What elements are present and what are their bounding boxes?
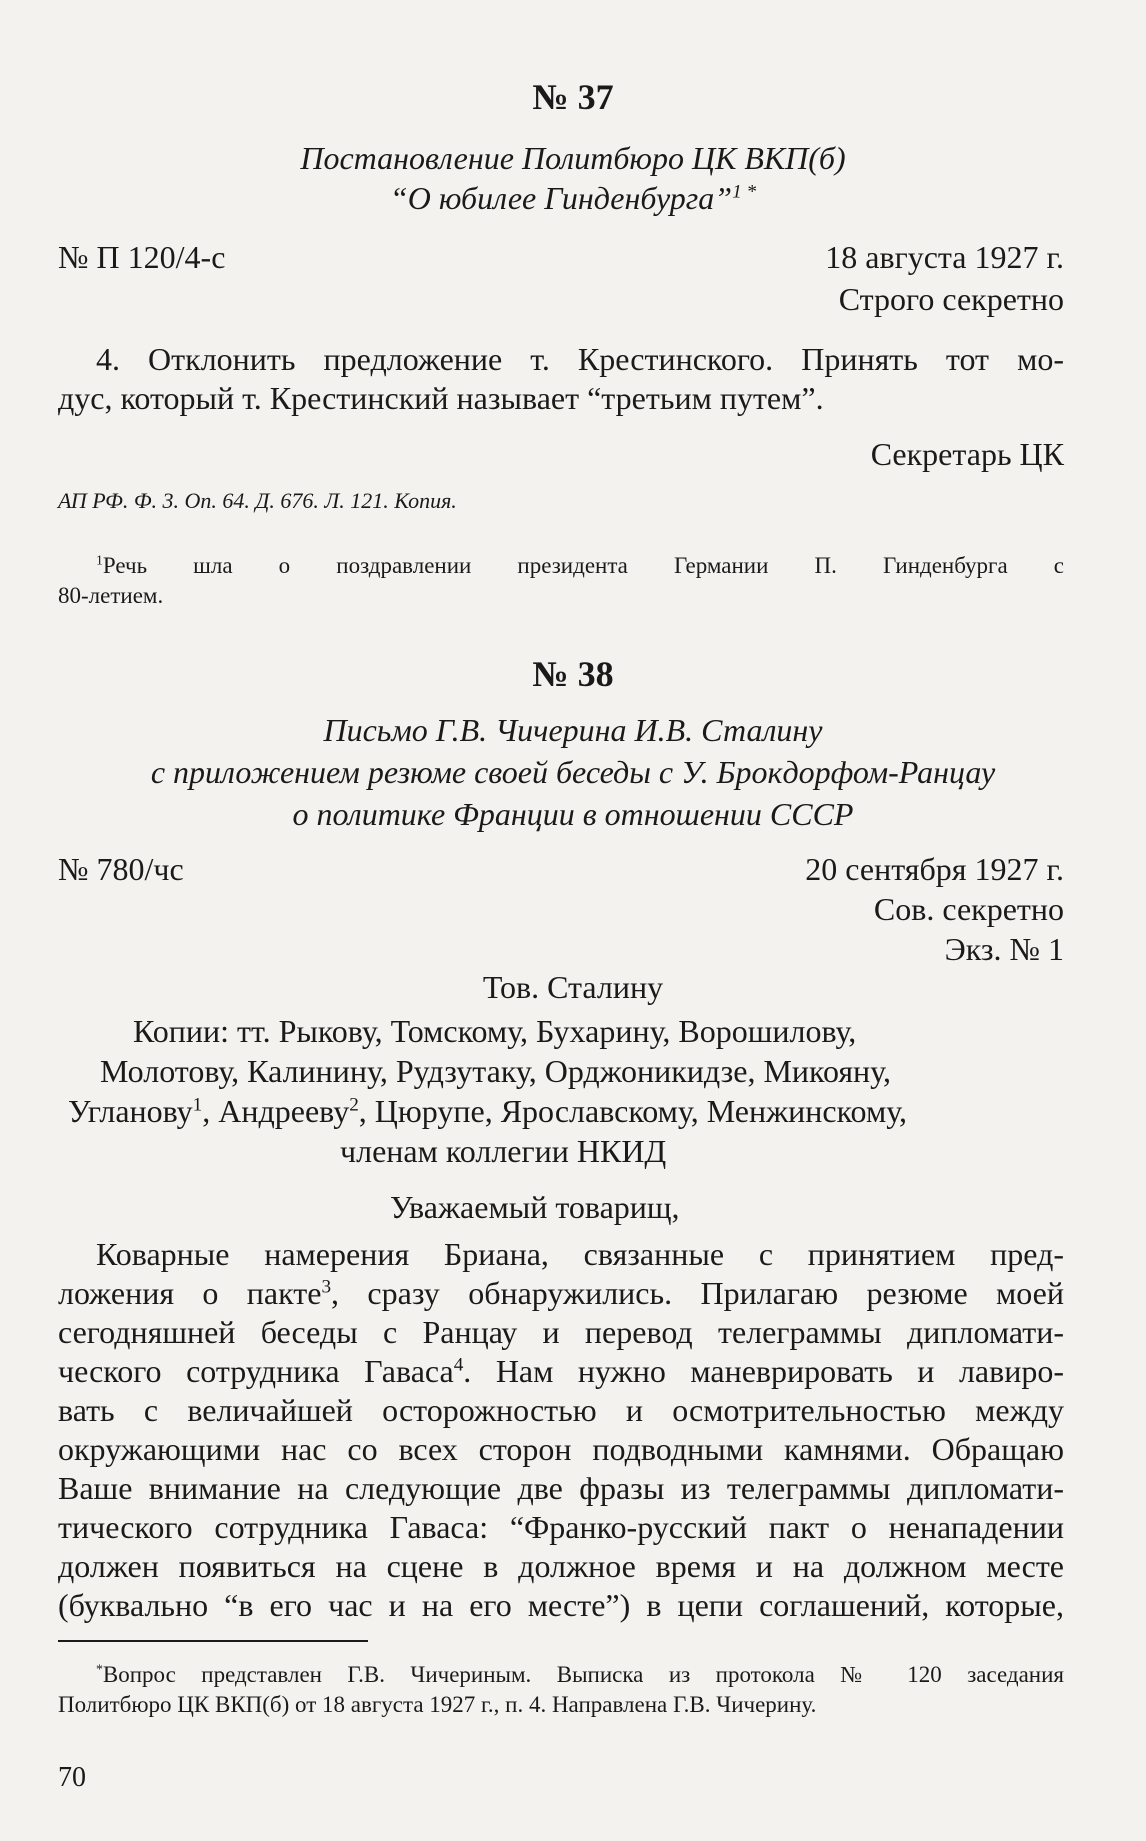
doc37-footnote-text: Речь шла о поздравлении президента Германии П. Гинденбурга с	[102, 553, 1064, 578]
para-line: Ваше внимание на следующие две фразы из телеграммы дипломати-	[58, 1470, 1064, 1506]
para-line: (буквально “в его час и на его месте”) в цепи соглашений, которые,	[58, 1587, 1064, 1623]
doc37-title-line2	[0, 178, 1146, 219]
copies-name-andreev: , Андрееву	[202, 1093, 350, 1129]
para-line	[58, 1352, 1064, 1391]
para-line: окружающими нас со всех сторон подводными камнями. Обращаю	[58, 1431, 1064, 1467]
doc37-text-line1: 4. Отклонить предложение т. Крестинского. Принять тот мо-	[96, 341, 1064, 377]
doc38-copy: Экз. № 1	[944, 931, 1064, 967]
bottom-note-line2: Политбюро ЦК ВКП(б) от 18 августа 1927 г., п. 4. Направлена Г.В. Чичерину.	[58, 1692, 817, 1717]
doc37-title-line1: Постановление Политбюро ЦК ВКП(б)	[300, 140, 846, 176]
para-line: тического сотрудника Гаваса: “Франко-русский пакт о ненападении	[58, 1509, 1064, 1545]
para-text: . Нам нужно маневрировать и лавиро-	[463, 1353, 1065, 1389]
doc38-title-line2: с приложением резюме своей беседы с У. Брокдорфом-Ранцау	[150, 754, 996, 790]
para-sup4: 4	[453, 1354, 464, 1376]
para-line	[58, 1274, 1064, 1313]
doc37-text-line2: дус, который т. Крестинский называет “третьим путем”.	[58, 380, 824, 416]
page-number: 70	[58, 1762, 86, 1793]
para-line: должен появиться на сцене в должное время и на должном месте	[58, 1548, 1064, 1584]
doc38-copies-line2: Молотову, Калинину, Рудзутаку, Орджоникидзе, Микояну,	[100, 1053, 891, 1089]
bottom-note-line1	[96, 1660, 1064, 1690]
copies-sup1: 1	[192, 1094, 203, 1116]
doc37-title-text: “О юбилее Гинденбурга”	[389, 180, 733, 216]
doc37-footnote-cont: 80-летием.	[58, 583, 164, 608]
doc37-title-marks: 1 *	[732, 181, 757, 203]
doc37-signature: Секретарь ЦК	[870, 436, 1064, 472]
doc38-copies-line1: Копии: тт. Рыкову, Томскому, Бухарину, Ворошилову,	[133, 1013, 857, 1049]
doc37-source: АП РФ. Ф. 3. Оп. 64. Д. 676. Л. 121. Копия.	[58, 488, 457, 513]
para-text: ложения о пакте	[58, 1275, 322, 1311]
para-line: вать с величайшей осторожностью и осмотрительностью между	[58, 1392, 1064, 1428]
para-line: Коварные намерения Бриана, связанные с принятием пред-	[96, 1236, 1064, 1272]
doc37-date: 18 августа 1927 г.	[825, 239, 1064, 275]
doc38-copies-line4: членам коллегии НКИД	[340, 1133, 667, 1169]
doc38-addressee: Тов. Сталину	[482, 969, 664, 1005]
bottom-note-text: Вопрос представлен Г.В. Чичериным. Выписка из протокола № 120 заседания	[102, 1662, 1064, 1687]
para-sup3: 3	[321, 1276, 332, 1298]
copies-rest: , Цюрупе, Ярославскому, Менжинскому,	[358, 1093, 907, 1129]
bottom-note-mark: *	[96, 1661, 103, 1677]
para-line: сегодняшней беседы с Ранцау и перевод телеграммы дипломати-	[58, 1314, 1064, 1350]
doc38-secrecy: Сов. секретно	[873, 891, 1064, 927]
doc38-salutation: Уважаемый товарищ,	[390, 1189, 680, 1225]
copies-name-uglanov: Угланову	[68, 1093, 193, 1129]
doc37-number: № 37	[532, 77, 614, 117]
para-text: ческого сотрудника Гаваса	[58, 1353, 454, 1389]
doc38-reg-no: № 780/чс	[58, 851, 184, 887]
para-text: , сразу обнаружились. Прилагаю резюме моей	[331, 1275, 1065, 1311]
doc38-title-line3: о политике Франции в отношении СССР	[292, 796, 854, 832]
doc38-number: № 38	[532, 654, 614, 694]
doc38-date: 20 сентября 1927 г.	[805, 851, 1064, 887]
doc38-title-line1: Письмо Г.В. Чичерина И.В. Сталину	[323, 712, 823, 748]
doc37-footnote-mark: 1	[96, 552, 103, 568]
doc38-copies-line3	[68, 1092, 907, 1131]
footnote-separator	[58, 1640, 368, 1642]
doc37-footnote	[96, 551, 1064, 581]
copies-sup2: 2	[349, 1094, 359, 1116]
doc37-reg-no: № П 120/4-с	[58, 239, 226, 275]
doc37-secrecy: Строго секретно	[838, 281, 1064, 317]
